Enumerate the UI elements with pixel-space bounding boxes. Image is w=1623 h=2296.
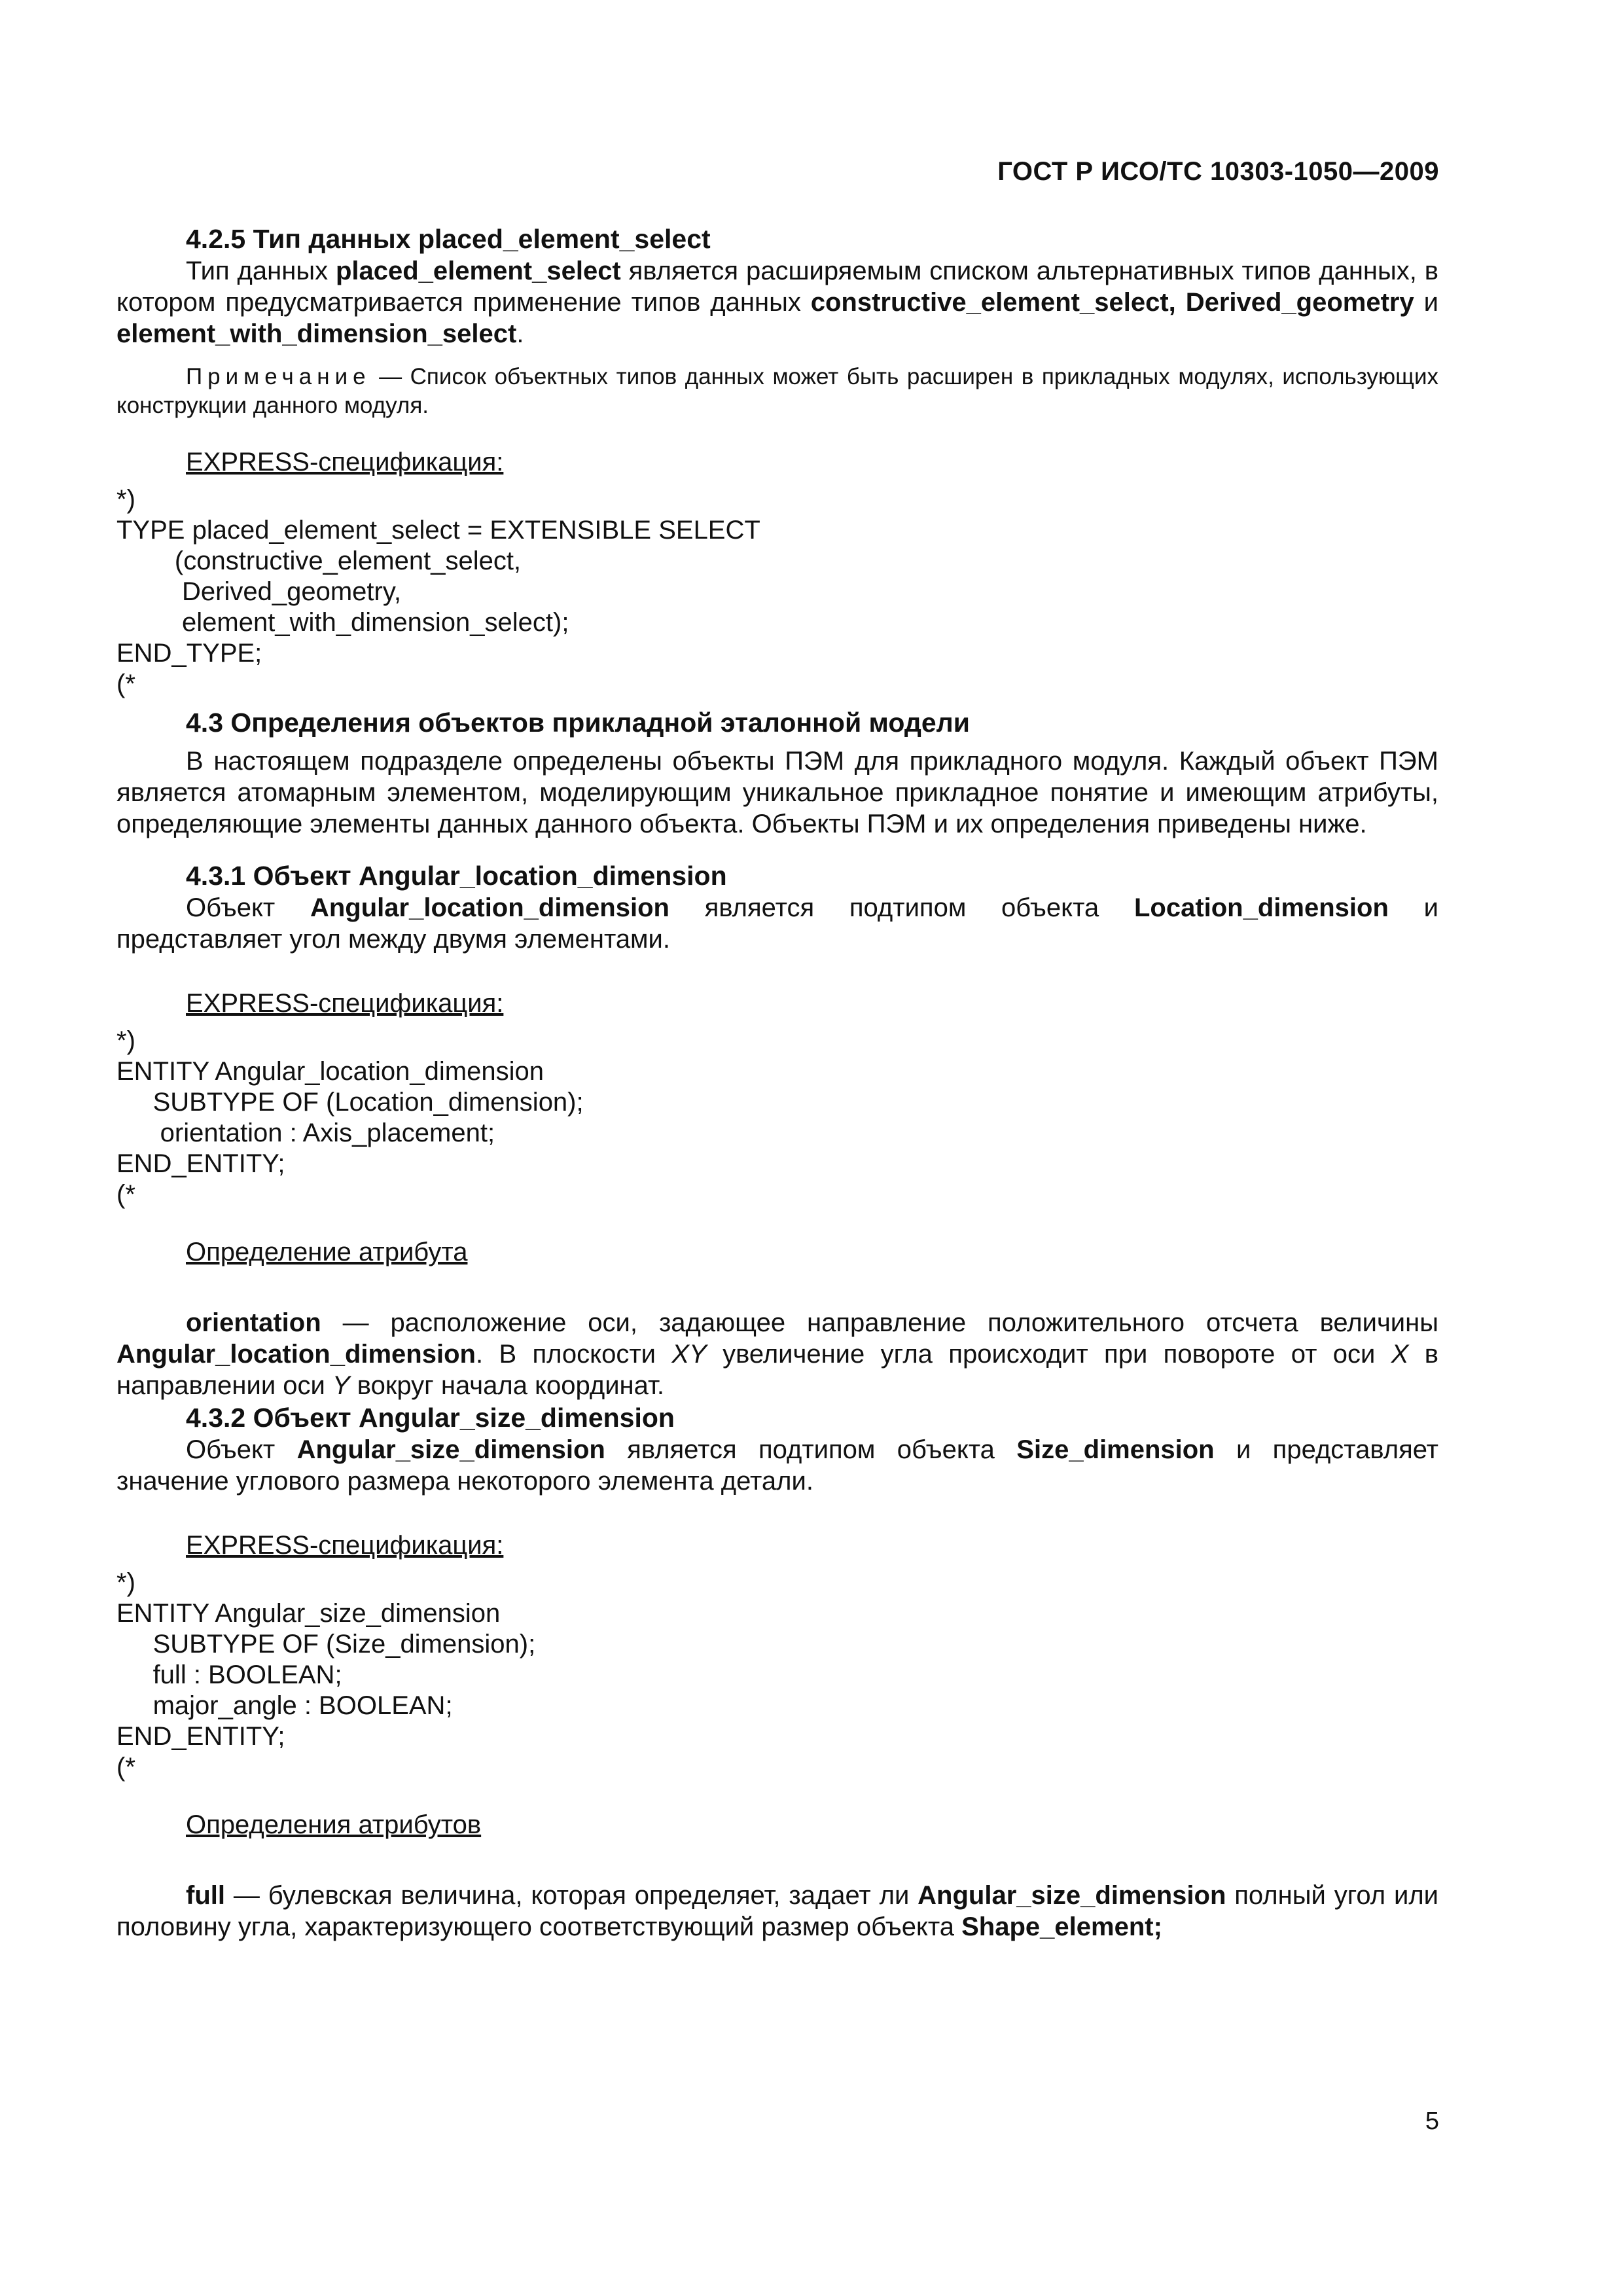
attribute-definition-label: Определение атрибута [186, 1238, 468, 1266]
text-run: — булевская величина, которая определяет, задает ли [224, 1881, 918, 1910]
text-run: увеличение угла происходит при повороте от оси [706, 1340, 1391, 1369]
paragraph-4-3-1 [116, 892, 1438, 955]
express-code-block: *) ENTITY Angular_size_dimension SUBTYPE OF (Size_dimension); full : BOOLEAN; major_angle : BOOLEAN; END_ENTITY; (* [116, 1568, 536, 1782]
section-heading-4-3-1: 4.3.1 Объект Angular_location_dimension [186, 861, 727, 891]
attribute-full-definition [116, 1880, 1438, 1943]
section-heading-4-3-2: 4.3.2 Объект Angular_size_dimension [186, 1403, 675, 1433]
term-bold: Location_dimension [1133, 893, 1389, 922]
attribute-definitions-label: Определения атрибутов [186, 1810, 482, 1839]
term-bold: placed_element_select [335, 257, 621, 285]
text-run: — расположение оси, задающее направление положительного отсчета величины [321, 1308, 1438, 1337]
term-bold: Angular_location_dimension [116, 1340, 476, 1369]
section-heading-4-2-5: 4.2.5 Тип данных placed_element_select [186, 224, 711, 254]
text-run: . В плоскости [475, 1340, 672, 1369]
term-bold: orientation [186, 1308, 321, 1337]
attribute-orientation-definition [116, 1307, 1438, 1401]
term-bold: Size_dimension [1016, 1435, 1215, 1464]
text-run: является подтипом объекта [605, 1435, 1017, 1464]
paragraph-4-2-5 [116, 255, 1438, 350]
express-code-block: *) TYPE placed_element_select = EXTENSIBLE SELECT (constructive_element_select, Derived_geometry, element_with_dimension_select); END_TYPE; (* [116, 485, 760, 698]
term-bold: Angular_size_dimension [296, 1435, 605, 1464]
term-bold: Shape_element; [961, 1912, 1162, 1941]
paragraph-4-3-2 [116, 1434, 1438, 1497]
text-run: и представляет угол между двумя элементами. [116, 893, 1438, 954]
term-bold: Derived_geometry [1185, 288, 1414, 317]
term-bold: constructive_element_select, [810, 288, 1176, 317]
express-code-block: *) ENTITY Angular_location_dimension SUBTYPE OF (Location_dimension); orientation : Axis_placement; END_ENTITY; (* [116, 1026, 584, 1209]
text-run: вокруг начала координат. [349, 1371, 664, 1400]
section-heading-4-3: 4.3 Определения объектов прикладной эталонной модели [186, 708, 970, 738]
page-content [116, 223, 1438, 1943]
term-italic: Y [332, 1371, 350, 1400]
note-label: Примечание [186, 364, 371, 389]
term-bold: Angular_location_dimension [310, 893, 669, 922]
document-header: ГОСТ Р ИСО/ТС 10303-1050—2009 [997, 157, 1439, 186]
note-paragraph [116, 363, 1438, 420]
term-bold: full [186, 1881, 225, 1910]
text-run: и [1414, 288, 1438, 317]
term-bold: Angular_size_dimension [918, 1881, 1226, 1910]
text-run [1176, 288, 1186, 317]
text-run: в направлении оси [116, 1340, 1438, 1400]
term-italic: X [1391, 1340, 1409, 1369]
text-run: Объект [186, 1435, 297, 1464]
express-label: EXPRESS-спецификация: [186, 1531, 504, 1560]
page-number: 5 [1425, 2108, 1439, 2135]
term-italic: XY [671, 1340, 707, 1369]
express-label: EXPRESS-спецификация: [186, 448, 504, 476]
express-label: EXPRESS-спецификация: [186, 989, 504, 1018]
term-bold: element_with_dimension_select [116, 319, 517, 348]
text-run: Объект [186, 893, 310, 922]
text-run: является расширяемым списком альтернативных типов данных, в котором предусматривается применение типов данных [116, 257, 1438, 317]
text-run: Тип данных [186, 257, 336, 285]
text-run: является подтипом объекта [669, 893, 1134, 922]
text-run: . [516, 319, 524, 348]
note-text: — Список объектных типов данных может быть расширен в прикладных модулях, использующих конструкции данного модуля. [116, 364, 1438, 418]
text-run: полный угол или половину угла, характеризующего соответствующий размер объекта [116, 1881, 1439, 1941]
text-run: и представляет значение углового размера некоторого элемента детали. [116, 1435, 1438, 1496]
paragraph-4-3: В настоящем подразделе определены объекты ПЭМ для прикладного модуля. Каждый объект ПЭМ является атомарным элементом, моделирующим уникальное прикладное понятие и имеющим атрибуты, определяющие элементы данных данного объекта. Объекты ПЭМ и их определения приведены ниже. [116, 747, 1438, 838]
